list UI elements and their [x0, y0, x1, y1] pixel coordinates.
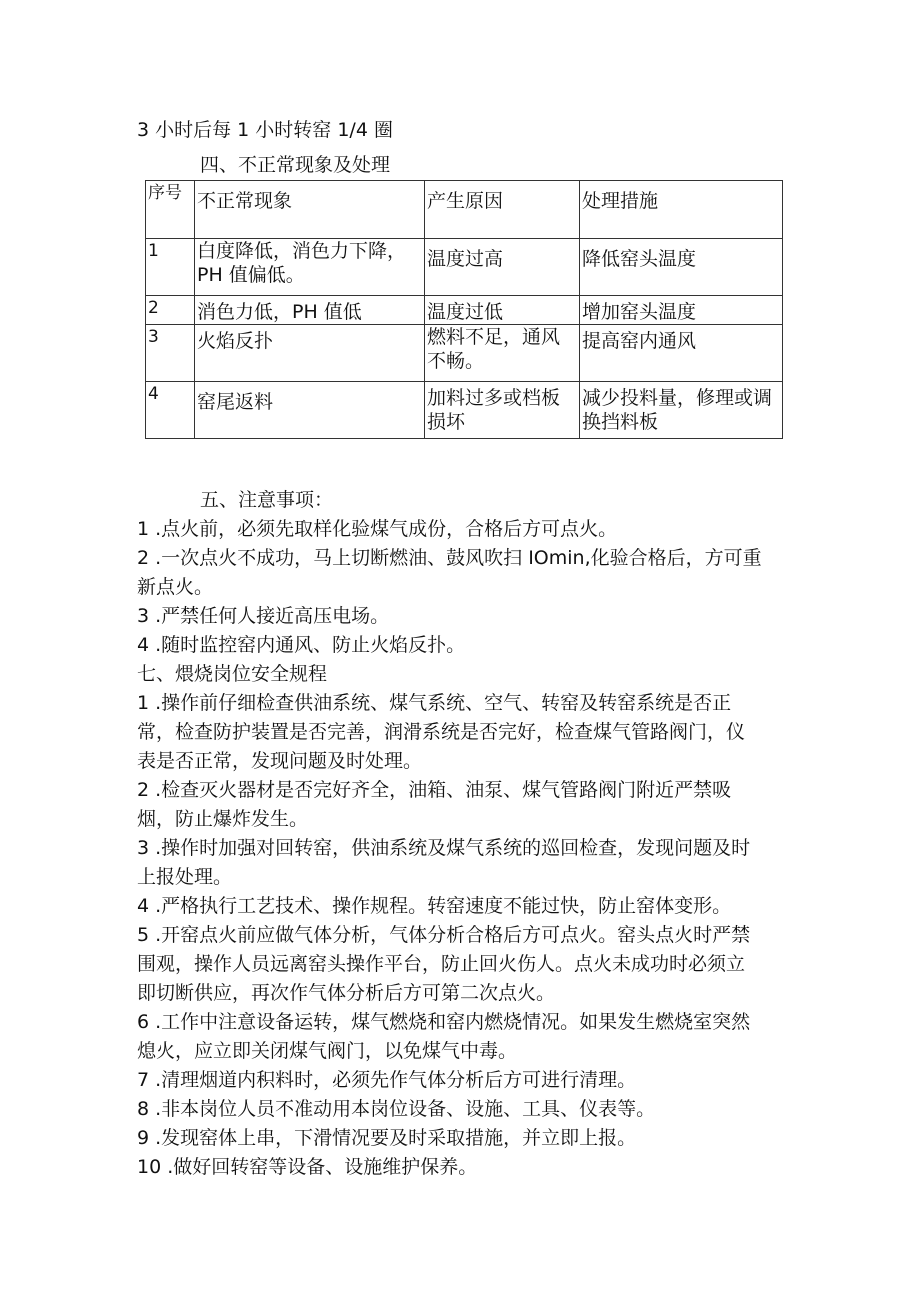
row-measure [580, 239, 783, 296]
section7-title: 七、煨烧岗位安全规程 [137, 663, 328, 685]
cell-line: 火焰反扑 [197, 330, 274, 352]
section4-title: 四、不正常现象及处理 [200, 154, 391, 176]
section7-line: 表是否正常，发现问题及时处理。 [137, 750, 423, 772]
row-no: 3 [146, 325, 195, 382]
section5-line: 新点火。 [137, 576, 214, 598]
header-no: 序号 [146, 181, 195, 239]
cell-line: 燃料不足，通风 [427, 326, 561, 348]
section7-line: 熄火，应立即关闭煤气阀门，以免煤气中毒。 [137, 1040, 518, 1062]
row-no: 2 [146, 296, 195, 325]
header-measure: 处理措施 [580, 181, 783, 239]
table-header-row [146, 181, 783, 239]
cell-line: 损坏 [427, 411, 466, 433]
section5-line: 2 .一次点火不成功，马上切断燃油、鼓风吹扫 IOmin,化验合格后，方可重 [137, 547, 762, 569]
row-phenomenon [195, 239, 425, 296]
cell-line: 减少投料量，修理或调 [582, 387, 773, 409]
abnormal-table [145, 180, 783, 439]
header-phenomenon: 不正常现象 [195, 181, 425, 239]
section5-line: 1 .点火前，必须先取样化验煤气成份，合格后方可点火。 [137, 518, 618, 540]
cell-line: 加料过多或档板 [427, 387, 561, 409]
section5-title: 五、注意事项： [200, 489, 334, 511]
row-measure [580, 325, 783, 382]
section7-line: 4 .严格执行工艺技术、操作规程。转窑速度不能过快，防止窑体变形。 [137, 895, 732, 917]
section7-line: 烟，防止爆炸发生。 [137, 808, 309, 830]
section7-line: 上报处理。 [137, 866, 233, 888]
table-row [146, 296, 783, 325]
cell-line: 温度过高 [427, 248, 504, 270]
table-row [146, 325, 783, 382]
section7-line: 常，检查防护装置是否完善，润滑系统是否完好，检查煤气管路阀门，仪 [137, 721, 746, 743]
cell-line: 窑尾返料 [197, 391, 274, 413]
intro-line: 3 小时后每 1 小时转窑 1/4 圈 [137, 119, 393, 141]
row-cause [425, 296, 580, 325]
cell-line: 消色力低，PH 值低 [197, 301, 362, 323]
row-no: 4 [146, 382, 195, 439]
section7-line: 8 .非本岗位人员不准动用本岗位设备、设施、工具、仪表等。 [137, 1098, 656, 1120]
header-cause: 产生原因 [425, 181, 580, 239]
table-row [146, 382, 783, 439]
section5-line: 3 .严禁任何人接近高压电场。 [137, 605, 390, 627]
cell-line: 换挡料板 [582, 411, 659, 433]
row-cause [425, 382, 580, 439]
row-cause [425, 239, 580, 296]
cell-line: 不畅。 [427, 350, 485, 372]
cell-line: 增加窑头温度 [582, 301, 697, 323]
section5-line: 4 .随时监控窑内通风、防止火焰反扑。 [137, 634, 466, 656]
cell-line: 温度过低 [427, 301, 504, 323]
section7-line: 1 .操作前仔细检查供油系统、煤气系统、空气、转窑及转窑系统是否正 [137, 692, 732, 714]
row-measure [580, 296, 783, 325]
cell-line: 提高窑内通风 [582, 330, 697, 352]
section7-line: 围观，操作人员远离窑头操作平台，防止回火伤人。点火未成功时必须立 [137, 953, 746, 975]
section7-line: 9 .发现窑体上串，下滑情况要及时采取措施，并立即上报。 [137, 1127, 637, 1149]
row-measure [580, 382, 783, 439]
cell-line: PH 值偏低。 [197, 264, 305, 286]
row-no: 1 [146, 239, 195, 296]
section7-line: 3 .操作时加强对回转窑，供油系统及煤气系统的巡回检查，发现问题及时 [137, 837, 751, 859]
section7-line: 2 .检查灭火器材是否完好齐全，油箱、油泵、煤气管路阀门附近严禁吸 [137, 779, 732, 801]
section7-line: 即切断供应，再次作气体分析后方可第二次点火。 [137, 982, 556, 1004]
row-phenomenon [195, 325, 425, 382]
section7-line: 6 .工作中注意设备运转，煤气燃烧和窑内燃烧情况。如果发生燃烧室突然 [137, 1011, 751, 1033]
cell-line: 白度降低，消色力下降， [197, 240, 407, 262]
cell-line: 降低窑头温度 [582, 248, 697, 270]
section7-line: 10 .做好回转窑等设备、设施维护保养。 [137, 1156, 478, 1178]
section7-line: 5 .开窑点火前应做气体分析，气体分析合格后方可点火。窑头点火时严禁 [137, 924, 751, 946]
section7-line: 7 .清理烟道内积料时，必须先作气体分析后方可进行清理。 [137, 1069, 637, 1091]
row-cause [425, 325, 580, 382]
row-phenomenon [195, 382, 425, 439]
table-row [146, 239, 783, 296]
row-phenomenon [195, 296, 425, 325]
